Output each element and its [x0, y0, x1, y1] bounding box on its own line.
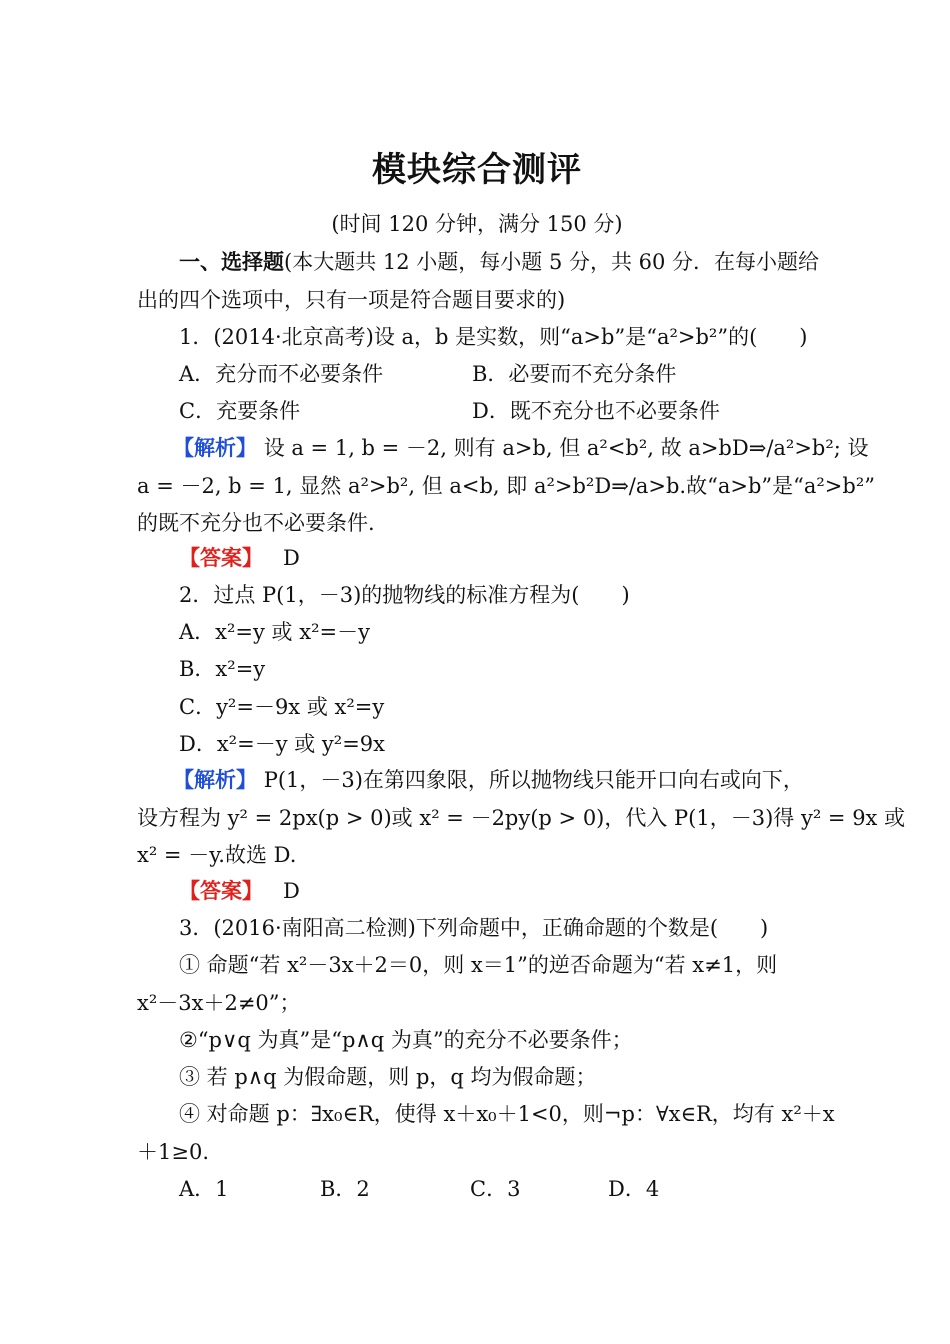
- question-3-stem: 3．(2016·南阳高二检测)下列命题中，正确命题的个数是( ): [179, 916, 769, 940]
- question-1-stem: 1．(2014·北京高考)设 a，b 是实数，则“a>b”是“a²>b²”的( ): [179, 325, 808, 349]
- question-3-option-b: B．2: [320, 1177, 370, 1201]
- question-3-statement-1-cont: x²－3x＋2≠0”；: [137, 991, 301, 1015]
- question-2-analysis-line-3: x² = －y.故选 D.: [137, 843, 297, 867]
- analysis-text: P(1，－3)在第四象限，所以抛物线只能开口向右或向下，: [263, 768, 804, 792]
- question-2-option-c: C．y²=－9x 或 x²=y: [179, 695, 385, 719]
- section-description-cont: 出的四个选项中，只有一项是符合题目要求的): [137, 288, 566, 312]
- answer-tag: 【答案】: [179, 545, 263, 570]
- page-title: 模块综合测评: [372, 150, 582, 190]
- answer-value: D: [283, 879, 300, 903]
- section-description: (本大题共 12 小题，每小题 5 分，共 60 分．在每小题给: [284, 250, 820, 274]
- analysis-text: 设 a = 1, b = －2, 则有 a>b, 但 a²<b², 故 a>bD⇒/a²>b²; 设: [263, 436, 869, 460]
- question-1-answer: [179, 543, 300, 573]
- question-3-statement-4: ④ 对命题 p：∃x₀∈R，使得 x＋x₀＋1<0，则¬p：∀x∈R，均有 x²＋x: [179, 1102, 835, 1126]
- question-3-option-c: C．3: [470, 1177, 521, 1201]
- question-2-analysis-line-2: 设方程为 y² = 2px(p > 0)或 x² = －2py(p > 0)，代入 P(1，－3)得 y² = 9x 或: [137, 806, 906, 830]
- question-3-statement-1: ① 命题“若 x²－3x＋2＝0，则 x＝1”的逆否命题为“若 x≠1，则: [179, 953, 778, 977]
- question-2-option-d: D．x²=－y 或 y²=9x: [179, 732, 385, 756]
- question-2-stem: 2．过点 P(1，－3)的抛物线的标准方程为( ): [179, 583, 630, 607]
- section-heading-line: [179, 247, 819, 277]
- question-2-option-a: A．x²=y 或 x²=－y: [179, 620, 370, 644]
- answer-tag: 【答案】: [179, 878, 263, 903]
- question-1-option-a: A．充分而不必要条件: [179, 362, 384, 386]
- question-3-statement-4-cont: ＋1≥0.: [137, 1140, 209, 1164]
- question-2-analysis-line-1: [173, 765, 804, 795]
- exam-time-note: (时间 120 分钟，满分 150 分): [331, 212, 623, 236]
- question-1-option-d: D．既不充分也不必要条件: [472, 399, 720, 423]
- question-1-analysis-line-2: a = －2, b = 1, 显然 a²>b², 但 a<b, 即 a²>b²D⇒/a>b.故“a>b”是“a²>b²”: [137, 474, 875, 498]
- question-1-analysis-line-3: 的既不充分也不必要条件.: [137, 511, 375, 535]
- question-3-statement-3: ③ 若 p∧q 为假命题，则 p，q 均为假命题；: [179, 1065, 597, 1089]
- analysis-tag: 【解析】: [173, 767, 257, 792]
- question-2-answer: [179, 876, 300, 906]
- question-2-option-b: B．x²=y: [179, 657, 266, 681]
- question-1-option-c: C．充要条件: [179, 399, 301, 423]
- analysis-tag: 【解析】: [173, 435, 257, 460]
- document-page: [137, 0, 906, 1344]
- question-3-statement-2: ②“p∨q 为真”是“p∧q 为真”的充分不必要条件；: [179, 1028, 633, 1052]
- question-1-analysis-line-1: [173, 433, 869, 463]
- question-3-option-a: A．1: [179, 1177, 229, 1201]
- section-heading: 一、选择题: [179, 249, 284, 274]
- answer-value: D: [283, 546, 300, 570]
- question-1-option-b: B．必要而不充分条件: [472, 362, 677, 386]
- question-3-option-d: D．4: [608, 1177, 660, 1201]
